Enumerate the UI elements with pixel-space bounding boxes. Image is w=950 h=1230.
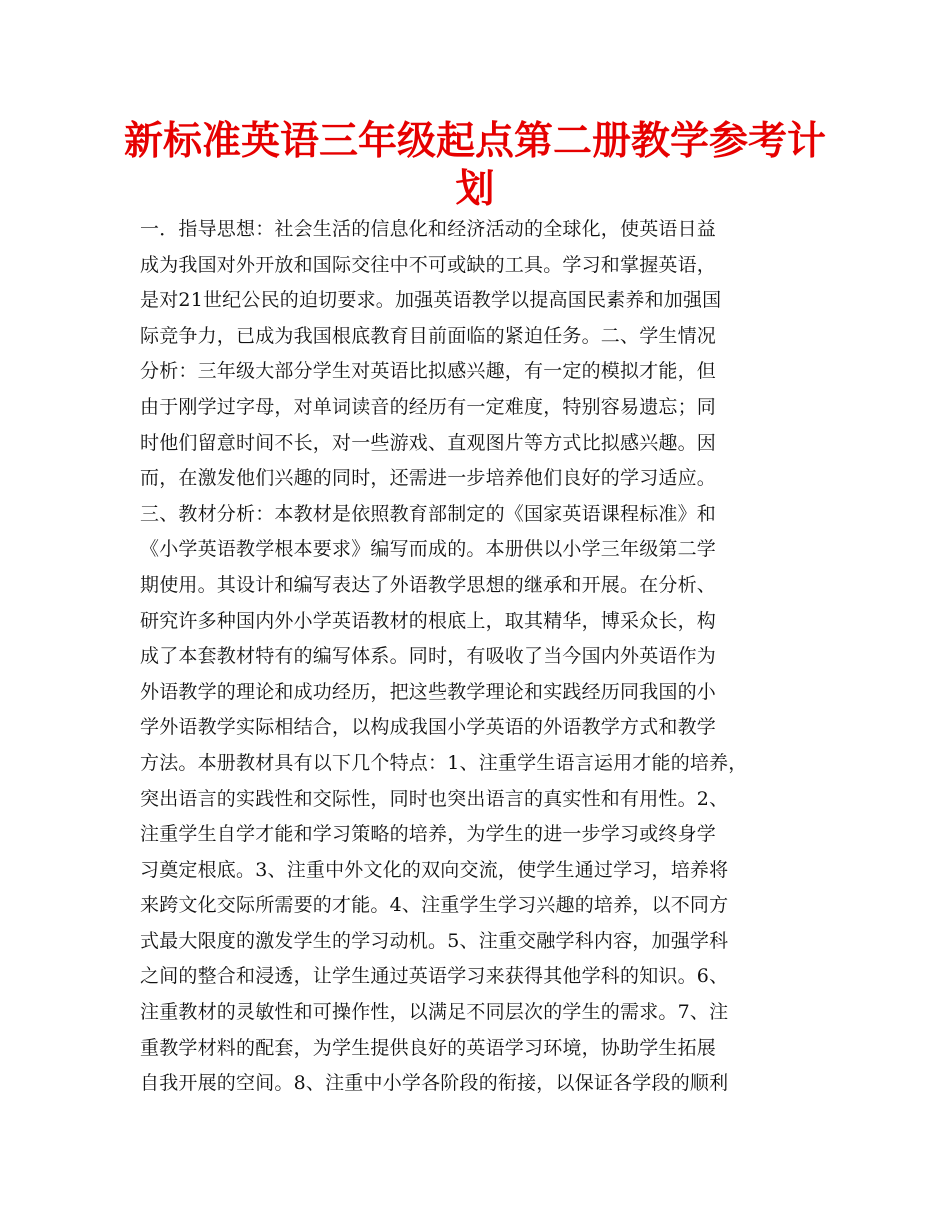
body-line: 期使用。其设计和编写表达了外语教学思想的继承和开展。在分析、: [140, 573, 717, 596]
body-line: 来跨文化交际所需要的才能。4、注重学生学习兴趣的培养，以不同方: [140, 894, 729, 917]
body-line: 而，在激发他们兴趣的同时，还需进一步培养他们良好的学习适应。: [140, 467, 717, 490]
body-line: 由于刚学过字母，对单词读音的经历有一定难度，特别容易遗忘；同: [140, 395, 717, 418]
body-line: 习奠定根底。3、注重中外文化的双向交流，使学生通过学习，培养将: [140, 858, 729, 881]
body-line: 三、教材分析：本教材是依照教育部制定的《国家英语课程标准》和: [140, 502, 717, 525]
body-line: 自我开展的空间。8、注重中小学各阶段的衔接，以保证各学段的顺利: [140, 1072, 729, 1095]
body-line: 成为我国对外开放和国际交往中不可或缺的工具。学习和掌握英语，: [140, 253, 717, 276]
body-line: 际竞争力，已成为我国根底教育目前面临的紧迫任务。二、学生情况: [140, 324, 717, 347]
body-line: 重教学材料的配套，为学生提供良好的英语学习环境，协助学生拓展: [140, 1036, 717, 1059]
body-line: 成了本套教材特有的编写体系。同时，有吸收了当今国内外英语作为: [140, 645, 717, 668]
body-line: 突出语言的实践性和交际性，同时也突出语言的真实性和有用性。2、: [140, 787, 729, 810]
body-line: 学外语教学实际相结合，以构成我国小学英语的外语教学方式和教学: [140, 716, 717, 739]
body-line: 方法。本册教材具有以下几个特点：1、注重学生语言运用才能的培养，: [140, 751, 748, 774]
body-line: 《小学英语教学根本要求》编写而成的。本册供以小学三年级第二学: [140, 538, 717, 561]
body-line: 注重教材的灵敏性和可操作性，以满足不同层次的学生的需求。7、注: [140, 1001, 729, 1024]
body-line: 注重学生自学才能和学习策略的培养，为学生的进一步学习或终身学: [140, 823, 717, 846]
body-line: 研究许多种国内外小学英语教材的根底上，取其精华，博采众长，构: [140, 609, 717, 632]
body-line: 一．指导思想：社会生活的信息化和经济活动的全球化，使英语日益: [140, 218, 717, 240]
document-title: 新标准英语三年级起点第二册教学参考计划: [123, 119, 826, 212]
body-line: 外语教学的理论和成功经历，把这些教学理论和实践经历同我国的小: [140, 680, 717, 703]
body-line: 之间的整合和浸透，让学生通过英语学习来获得其他学科的知识。6、: [140, 965, 729, 988]
body-line: 是对21世纪公民的迫切要求。加强英语教学以提高国民素养和加强国: [140, 289, 722, 312]
body-line: 式最大限度的激发学生的学习动机。5、注重交融学科内容，加强学科: [140, 929, 729, 952]
body-line: 分析：三年级大部分学生对英语比拟感兴趣，有一定的模拟才能，但: [140, 360, 717, 383]
document-body: [140, 212, 820, 1102]
body-line: 时他们留意时间不长，对一些游戏、直观图片等方式比拟感兴趣。因: [140, 431, 717, 454]
